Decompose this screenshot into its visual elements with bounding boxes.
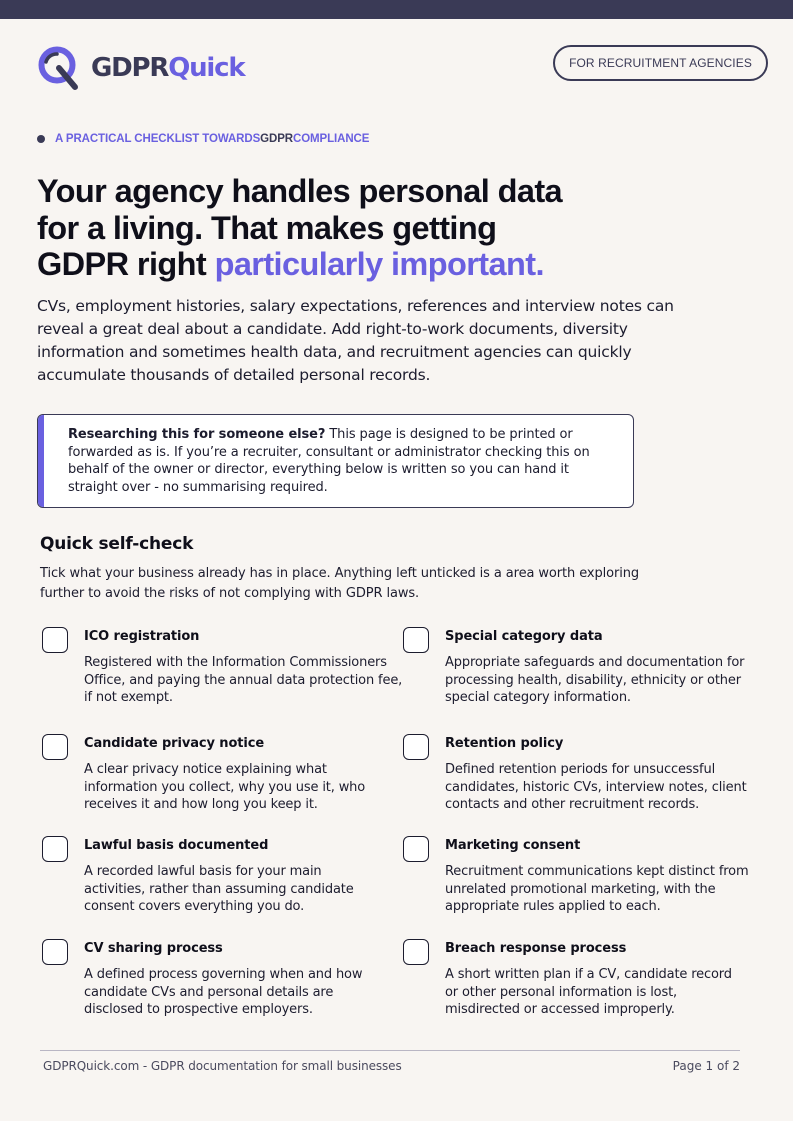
brand-name: GDPRQuick xyxy=(91,52,245,83)
checkbox[interactable] xyxy=(403,836,429,862)
checkbox[interactable] xyxy=(42,627,68,653)
footer-divider xyxy=(40,1050,740,1051)
checkbox[interactable] xyxy=(42,836,68,862)
callout-text: Researching this for someone else? This page is designed to be printed or forwarded as is. If you’re a recruiter, consultant or administrator checking this on behalf of the owner or director, everything below is written so you can hand it straight over - no summarising required. xyxy=(68,427,590,495)
bullet-dot-icon xyxy=(37,135,45,143)
callout-accent-bar xyxy=(38,415,44,507)
intro-paragraph: CVs, employment histories, salary expectations, references and interview notes can reveal a great deal about a candidate. Add right-to-work documents, diversity information and sometimes health data, and recruitment agencies can quickly accumulate thousands of detailed personal records. xyxy=(37,297,674,384)
checkbox[interactable] xyxy=(403,939,429,965)
checkbox[interactable] xyxy=(403,627,429,653)
self-check-subtitle: Tick what your business already has in place. Anything left unticked is a area worth exploring further to avoid the risks of not complying with GDPR laws. xyxy=(40,566,640,601)
top-bar xyxy=(0,0,793,19)
page-number: Page 1 of 2 xyxy=(672,1059,740,1073)
self-check-title: Quick self-check xyxy=(40,534,194,554)
brand-logo[interactable] xyxy=(37,45,244,92)
footer-site-text[interactable]: GDPRQuick.com - GDPR documentation for small businesses xyxy=(43,1059,402,1073)
audience-badge: FOR RECRUITMENT AGENCIES xyxy=(553,45,768,81)
page-headline: Your agency handles personal data for a living. That makes getting GDPR right particularly important. xyxy=(37,173,563,282)
kicker: A PRACTICAL CHECKLIST TOWARDS GDPR COMPLIANCE xyxy=(37,133,369,145)
checkbox[interactable] xyxy=(403,734,429,760)
magnifier-q-logo-icon xyxy=(37,45,82,92)
checkbox[interactable] xyxy=(42,734,68,760)
checkbox[interactable] xyxy=(42,939,68,965)
forwarding-callout xyxy=(37,414,634,508)
